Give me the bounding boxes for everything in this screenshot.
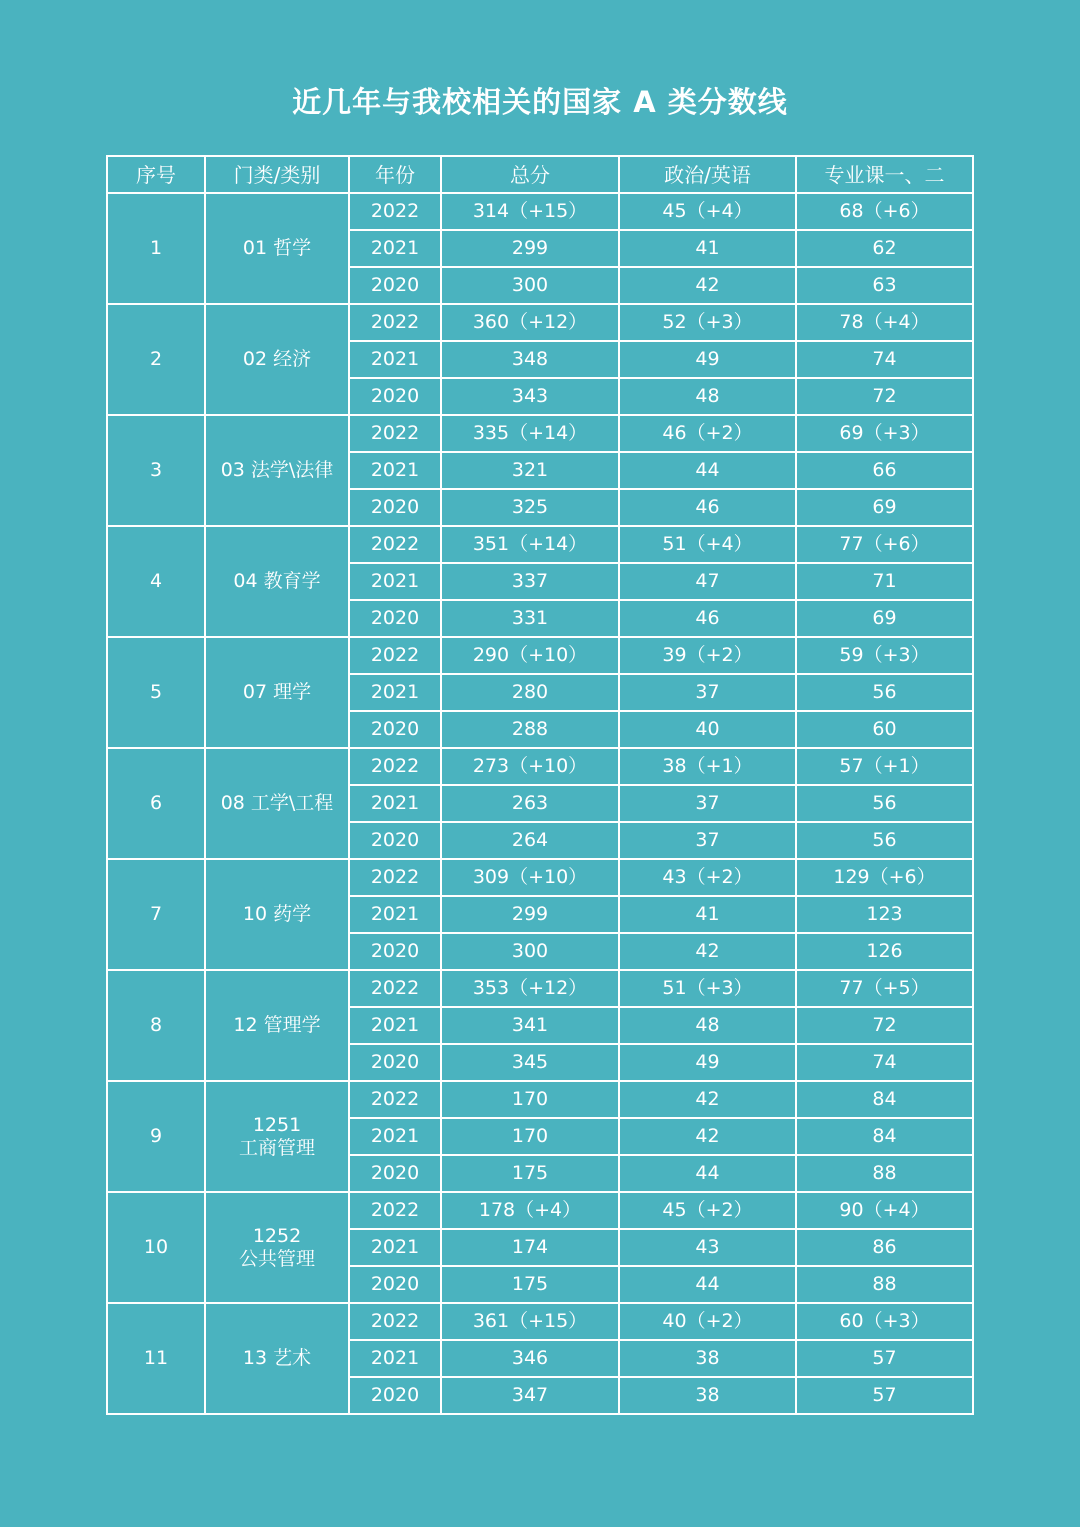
politics-english-cell: 41 bbox=[619, 896, 796, 933]
year-cell: 2022 bbox=[349, 859, 441, 896]
major-courses-cell: 69 bbox=[796, 600, 973, 637]
category-line: 02 经济 bbox=[242, 348, 312, 371]
category-line: 1251 bbox=[252, 1113, 302, 1136]
table-row bbox=[107, 304, 973, 341]
total-cell: 273（+10） bbox=[441, 748, 619, 785]
table-row bbox=[107, 415, 973, 452]
table-row bbox=[107, 637, 973, 674]
table-row bbox=[107, 526, 973, 563]
year-cell: 2020 bbox=[349, 378, 441, 415]
header-row bbox=[107, 156, 973, 193]
major-courses-cell: 72 bbox=[796, 378, 973, 415]
category-line: 03 法学\法律 bbox=[220, 459, 334, 482]
total-cell: 299 bbox=[441, 896, 619, 933]
year-cell: 2021 bbox=[349, 563, 441, 600]
politics-english-cell: 37 bbox=[619, 822, 796, 859]
total-cell: 170 bbox=[441, 1081, 619, 1118]
major-courses-cell: 57（+1） bbox=[796, 748, 973, 785]
header-politics-english: 政治/英语 bbox=[619, 156, 796, 193]
category-cell bbox=[205, 1192, 349, 1303]
year-cell: 2022 bbox=[349, 970, 441, 1007]
year-cell: 2021 bbox=[349, 1007, 441, 1044]
politics-english-cell: 48 bbox=[619, 378, 796, 415]
total-cell: 290（+10） bbox=[441, 637, 619, 674]
major-courses-cell: 69 bbox=[796, 489, 973, 526]
score-table bbox=[106, 155, 974, 1415]
year-cell: 2021 bbox=[349, 1229, 441, 1266]
category-cell bbox=[205, 526, 349, 637]
politics-english-cell: 47 bbox=[619, 563, 796, 600]
major-courses-cell: 88 bbox=[796, 1155, 973, 1192]
total-cell: 351（+14） bbox=[441, 526, 619, 563]
major-courses-cell: 66 bbox=[796, 452, 973, 489]
major-courses-cell: 56 bbox=[796, 674, 973, 711]
year-cell: 2020 bbox=[349, 1044, 441, 1081]
politics-english-cell: 43（+2） bbox=[619, 859, 796, 896]
major-courses-cell: 56 bbox=[796, 785, 973, 822]
table-row bbox=[107, 1081, 973, 1118]
year-cell: 2021 bbox=[349, 341, 441, 378]
total-cell: 263 bbox=[441, 785, 619, 822]
total-cell: 341 bbox=[441, 1007, 619, 1044]
table-row bbox=[107, 1192, 973, 1229]
politics-english-cell: 46（+2） bbox=[619, 415, 796, 452]
seq-cell: 2 bbox=[107, 304, 205, 415]
politics-english-cell: 42 bbox=[619, 933, 796, 970]
year-cell: 2020 bbox=[349, 711, 441, 748]
politics-english-cell: 49 bbox=[619, 341, 796, 378]
year-cell: 2021 bbox=[349, 1340, 441, 1377]
politics-english-cell: 45（+2） bbox=[619, 1192, 796, 1229]
major-courses-cell: 84 bbox=[796, 1118, 973, 1155]
major-courses-cell: 126 bbox=[796, 933, 973, 970]
total-cell: 346 bbox=[441, 1340, 619, 1377]
table-row bbox=[107, 193, 973, 230]
category-cell bbox=[205, 415, 349, 526]
politics-english-cell: 42 bbox=[619, 1118, 796, 1155]
year-cell: 2022 bbox=[349, 748, 441, 785]
total-cell: 345 bbox=[441, 1044, 619, 1081]
major-courses-cell: 68（+6） bbox=[796, 193, 973, 230]
total-cell: 170 bbox=[441, 1118, 619, 1155]
year-cell: 2022 bbox=[349, 304, 441, 341]
politics-english-cell: 38 bbox=[619, 1377, 796, 1414]
total-cell: 314（+15） bbox=[441, 193, 619, 230]
politics-english-cell: 44 bbox=[619, 452, 796, 489]
major-courses-cell: 57 bbox=[796, 1340, 973, 1377]
major-courses-cell: 74 bbox=[796, 1044, 973, 1081]
politics-english-cell: 46 bbox=[619, 600, 796, 637]
seq-cell: 7 bbox=[107, 859, 205, 970]
politics-english-cell: 42 bbox=[619, 267, 796, 304]
total-cell: 309（+10） bbox=[441, 859, 619, 896]
total-cell: 361（+15） bbox=[441, 1303, 619, 1340]
total-cell: 288 bbox=[441, 711, 619, 748]
year-cell: 2022 bbox=[349, 193, 441, 230]
total-cell: 325 bbox=[441, 489, 619, 526]
seq-cell: 10 bbox=[107, 1192, 205, 1303]
seq-cell: 6 bbox=[107, 748, 205, 859]
major-courses-cell: 60 bbox=[796, 711, 973, 748]
page-title: 近几年与我校相关的国家 A 类分数线 bbox=[292, 85, 788, 119]
total-cell: 300 bbox=[441, 267, 619, 304]
category-line: 公共管理 bbox=[238, 1247, 315, 1270]
major-courses-cell: 88 bbox=[796, 1266, 973, 1303]
category-line: 04 教育学 bbox=[233, 570, 321, 593]
total-cell: 174 bbox=[441, 1229, 619, 1266]
category-cell bbox=[205, 1081, 349, 1192]
major-courses-cell: 90（+4） bbox=[796, 1192, 973, 1229]
politics-english-cell: 38（+1） bbox=[619, 748, 796, 785]
total-cell: 347 bbox=[441, 1377, 619, 1414]
total-cell: 264 bbox=[441, 822, 619, 859]
seq-cell: 3 bbox=[107, 415, 205, 526]
category-cell bbox=[205, 1303, 349, 1414]
major-courses-cell: 57 bbox=[796, 1377, 973, 1414]
year-cell: 2020 bbox=[349, 1155, 441, 1192]
year-cell: 2021 bbox=[349, 452, 441, 489]
category-line: 07 理学 bbox=[242, 681, 312, 704]
category-cell bbox=[205, 193, 349, 304]
politics-english-cell: 51（+3） bbox=[619, 970, 796, 1007]
year-cell: 2021 bbox=[349, 896, 441, 933]
total-cell: 321 bbox=[441, 452, 619, 489]
politics-english-cell: 37 bbox=[619, 785, 796, 822]
total-cell: 360（+12） bbox=[441, 304, 619, 341]
major-courses-cell: 72 bbox=[796, 1007, 973, 1044]
year-cell: 2020 bbox=[349, 1266, 441, 1303]
major-courses-cell: 63 bbox=[796, 267, 973, 304]
politics-english-cell: 48 bbox=[619, 1007, 796, 1044]
total-cell: 300 bbox=[441, 933, 619, 970]
table-body bbox=[107, 193, 973, 1414]
total-cell: 280 bbox=[441, 674, 619, 711]
category-cell bbox=[205, 859, 349, 970]
category-line: 12 管理学 bbox=[233, 1014, 321, 1037]
major-courses-cell: 78（+4） bbox=[796, 304, 973, 341]
total-cell: 299 bbox=[441, 230, 619, 267]
politics-english-cell: 38 bbox=[619, 1340, 796, 1377]
total-cell: 337 bbox=[441, 563, 619, 600]
politics-english-cell: 44 bbox=[619, 1266, 796, 1303]
seq-cell: 11 bbox=[107, 1303, 205, 1414]
year-cell: 2020 bbox=[349, 822, 441, 859]
year-cell: 2020 bbox=[349, 600, 441, 637]
category-line: 01 哲学 bbox=[242, 237, 312, 260]
year-cell: 2021 bbox=[349, 230, 441, 267]
major-courses-cell: 77（+6） bbox=[796, 526, 973, 563]
year-cell: 2021 bbox=[349, 1118, 441, 1155]
total-cell: 175 bbox=[441, 1155, 619, 1192]
year-cell: 2020 bbox=[349, 489, 441, 526]
table-row bbox=[107, 1303, 973, 1340]
seq-cell: 5 bbox=[107, 637, 205, 748]
major-courses-cell: 84 bbox=[796, 1081, 973, 1118]
politics-english-cell: 37 bbox=[619, 674, 796, 711]
major-courses-cell: 59（+3） bbox=[796, 637, 973, 674]
seq-cell: 8 bbox=[107, 970, 205, 1081]
major-courses-cell: 77（+5） bbox=[796, 970, 973, 1007]
year-cell: 2021 bbox=[349, 674, 441, 711]
politics-english-cell: 39（+2） bbox=[619, 637, 796, 674]
major-courses-cell: 74 bbox=[796, 341, 973, 378]
major-courses-cell: 56 bbox=[796, 822, 973, 859]
table-header bbox=[107, 156, 973, 193]
category-cell bbox=[205, 304, 349, 415]
year-cell: 2022 bbox=[349, 1192, 441, 1229]
politics-english-cell: 45（+4） bbox=[619, 193, 796, 230]
category-line: 1252 bbox=[252, 1224, 302, 1247]
year-cell: 2020 bbox=[349, 1377, 441, 1414]
major-courses-cell: 69（+3） bbox=[796, 415, 973, 452]
year-cell: 2022 bbox=[349, 1303, 441, 1340]
year-cell: 2020 bbox=[349, 933, 441, 970]
major-courses-cell: 71 bbox=[796, 563, 973, 600]
politics-english-cell: 46 bbox=[619, 489, 796, 526]
category-line: 08 工学\工程 bbox=[220, 792, 334, 815]
year-cell: 2022 bbox=[349, 526, 441, 563]
category-cell bbox=[205, 970, 349, 1081]
header-category: 门类/类别 bbox=[205, 156, 349, 193]
politics-english-cell: 44 bbox=[619, 1155, 796, 1192]
politics-english-cell: 42 bbox=[619, 1081, 796, 1118]
major-courses-cell: 60（+3） bbox=[796, 1303, 973, 1340]
total-cell: 178（+4） bbox=[441, 1192, 619, 1229]
seq-cell: 1 bbox=[107, 193, 205, 304]
total-cell: 331 bbox=[441, 600, 619, 637]
politics-english-cell: 49 bbox=[619, 1044, 796, 1081]
total-cell: 335（+14） bbox=[441, 415, 619, 452]
total-cell: 353（+12） bbox=[441, 970, 619, 1007]
header-year: 年份 bbox=[349, 156, 441, 193]
year-cell: 2020 bbox=[349, 267, 441, 304]
category-line: 13 艺术 bbox=[242, 1347, 312, 1370]
category-line: 10 药学 bbox=[242, 903, 312, 926]
politics-english-cell: 43 bbox=[619, 1229, 796, 1266]
year-cell: 2021 bbox=[349, 785, 441, 822]
table-row bbox=[107, 970, 973, 1007]
table-row bbox=[107, 859, 973, 896]
politics-english-cell: 51（+4） bbox=[619, 526, 796, 563]
major-courses-cell: 86 bbox=[796, 1229, 973, 1266]
total-cell: 175 bbox=[441, 1266, 619, 1303]
seq-cell: 4 bbox=[107, 526, 205, 637]
total-cell: 343 bbox=[441, 378, 619, 415]
year-cell: 2022 bbox=[349, 637, 441, 674]
major-courses-cell: 62 bbox=[796, 230, 973, 267]
category-line: 工商管理 bbox=[238, 1136, 315, 1159]
total-cell: 348 bbox=[441, 341, 619, 378]
header-seq: 序号 bbox=[107, 156, 205, 193]
politics-english-cell: 52（+3） bbox=[619, 304, 796, 341]
header-major-courses: 专业课一、二 bbox=[796, 156, 973, 193]
category-cell bbox=[205, 637, 349, 748]
politics-english-cell: 40（+2） bbox=[619, 1303, 796, 1340]
politics-english-cell: 40 bbox=[619, 711, 796, 748]
year-cell: 2022 bbox=[349, 1081, 441, 1118]
table-row bbox=[107, 748, 973, 785]
seq-cell: 9 bbox=[107, 1081, 205, 1192]
header-total: 总分 bbox=[441, 156, 619, 193]
year-cell: 2022 bbox=[349, 415, 441, 452]
major-courses-cell: 123 bbox=[796, 896, 973, 933]
category-cell bbox=[205, 748, 349, 859]
major-courses-cell: 129（+6） bbox=[796, 859, 973, 896]
politics-english-cell: 41 bbox=[619, 230, 796, 267]
